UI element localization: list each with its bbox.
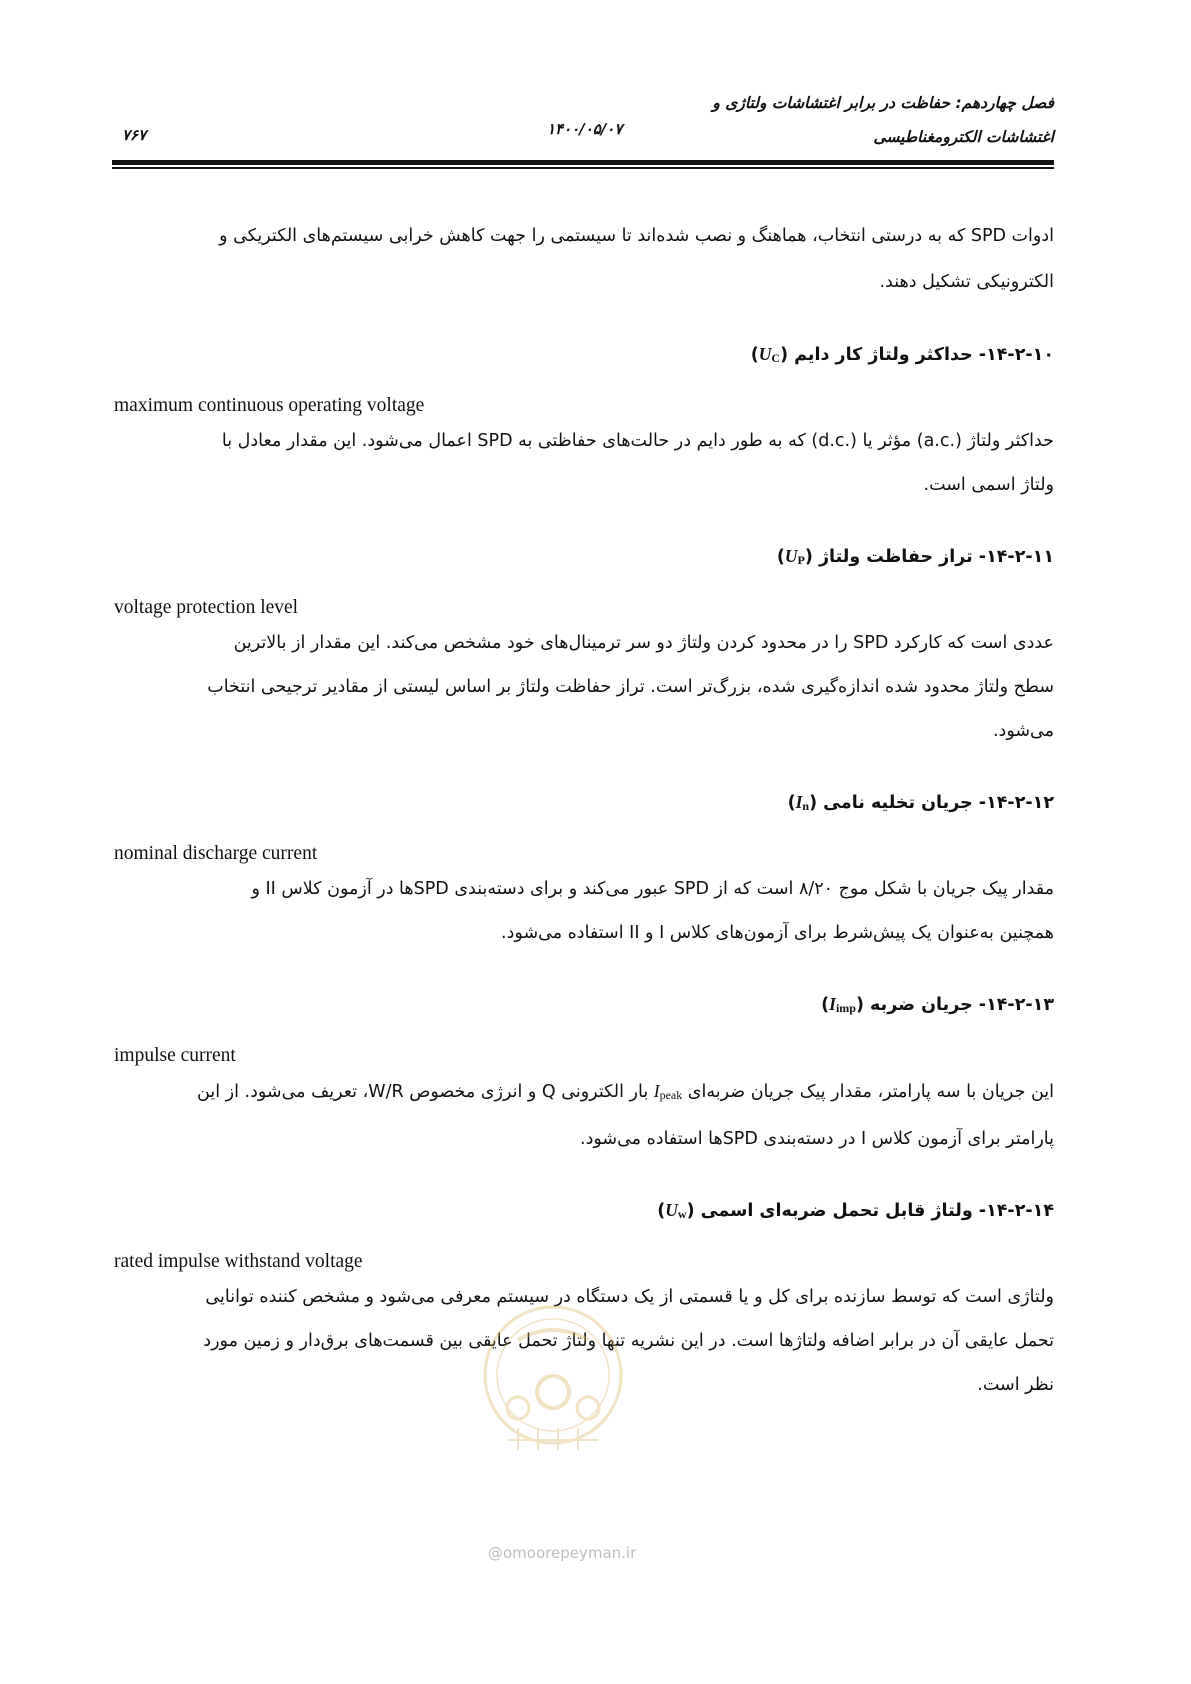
section-body [114,867,1054,955]
section-number: ۱۴-۲-۱۰- [978,345,1054,365]
section-symbol: U [784,546,798,566]
inline-subscript: peak [659,1088,683,1102]
section-title: ولتاژ قابل تحمل ضربه‌ای اسمی [700,1201,973,1221]
section-title: تراز حفاظت ولتاژ [818,547,973,567]
section-subscript: P [797,553,805,567]
inline-symbol: I [653,1081,660,1101]
chapter-title-line2: اغتشاشات الکترومغناطیسی [873,128,1054,146]
section-title: جریان ضربه [870,995,973,1015]
body-line [197,1082,1054,1102]
page-number: ۷۶۷ [122,126,147,144]
intro-line: الکترونیکی تشکیل دهند. [879,272,1054,292]
section-13 [114,989,1054,1161]
chapter-title-line1: فصل چهاردهم: حفاظت در برابر اغتشاشات ولتاژی و [712,94,1054,112]
body-line: ولتاژی است که توسط سازنده برای کل و یا قسمتی از یک دستگاه در سیستم معرفی می‌شود و مشخص کننده توانایی [205,1287,1054,1307]
section-title: حداکثر ولتاژ کار دایم [794,345,973,365]
section-subscript: n [802,799,810,813]
page-content [114,213,1054,1407]
intro-line: ادوات SPD که به درستی انتخاب، هماهنگ و نصب شده‌اند تا سیستمی را جهت کاهش خرابی سیستم‌های الکتریکی و [219,226,1054,246]
section-symbol: U [758,344,772,364]
body-line: مقدار پیک جریان با شکل موج ۸/۲۰ است که از SPD عبور می‌کند و برای دسته‌بندی SPDها در آزمون کلاس II و [251,879,1054,899]
body-line: حداکثر ولتاژ (.a.c) مؤثر یا (.d.c) که به طور دایم در حالت‌های حفاظتی به SPD اعمال می‌شود. این مقدار معادل با [221,431,1054,451]
body-line: می‌شود. [992,721,1054,741]
body-line: نظر است. [977,1375,1054,1395]
section-symbol: I [795,792,803,812]
english-term: impulse current [114,1045,236,1066]
section-subscript: C [771,351,781,365]
section-subscript: imp [835,1001,856,1015]
intro-paragraph [114,213,1054,305]
section-number: ۱۴-۲-۱۱- [978,547,1054,567]
section-body [114,621,1054,753]
section-title: جریان تخلیه نامی [823,793,973,813]
page-header [112,80,1054,170]
section-heading: ۱۴-۲-۱۰- حداکثر ولتاژ کار دایم (UC) [750,344,1054,365]
chapter-title [712,86,1054,154]
section-subscript: w [677,1207,687,1221]
body-text: بار الکترونی Q و انرژی مخصوص W/R، تعریف می‌شود. از این [197,1082,654,1102]
english-term: maximum continuous operating voltage [114,395,425,416]
header-date: ۱۴۰۰/۰۵/۰۷ [547,120,623,138]
body-line: همچنین به‌عنوان یک پیش‌شرط برای آزمون‌های کلاس I و II استفاده می‌شود. [501,923,1054,943]
header-rule-thin [112,167,1054,169]
section-10 [114,339,1054,507]
section-heading: ۱۴-۲-۱۴- ولتاژ قابل تحمل ضربه‌ای اسمی (Uw) [657,1200,1054,1221]
section-body [114,1069,1054,1161]
english-term: voltage protection level [114,597,299,618]
body-text: این جریان با سه پارامتر، مقدار پیک جریان ضربه‌ای [682,1082,1054,1102]
english-term: nominal discharge current [114,843,318,864]
section-number: ۱۴-۲-۱۴- [978,1201,1054,1221]
section-symbol: I [829,994,836,1014]
section-heading: ۱۴-۲-۱۱- تراز حفاظت ولتاژ (UP) [776,546,1054,567]
body-line: عددی است که کارکرد SPD را در محدود کردن ولتاژ دو سر ترمینال‌های خود مشخص می‌کند. این مقدار از بالاترین [233,633,1054,653]
body-line: تحمل عایقی آن در برابر اضافه ولتاژها است. در این نشریه تنها ولتاژ تحمل عایقی بین قسمت‌های برق‌دار و زمین مورد [203,1331,1054,1351]
watermark-site-text: omoorepeyman.ir [503,1544,637,1562]
section-heading: ۱۴-۲-۱۳- جریان ضربه (Iimp) [821,994,1054,1015]
watermark-logo-icon [478,1300,628,1470]
section-number: ۱۴-۲-۱۳- [978,995,1054,1015]
section-heading: ۱۴-۲-۱۲- جریان تخلیه نامی (In) [787,792,1054,813]
section-symbol: U [665,1200,678,1220]
header-rule-thick [112,160,1054,165]
body-line: ولتاژ اسمی است. [923,475,1054,495]
body-line: پارامتر برای آزمون کلاس I در دسته‌بندی SPDها استفاده می‌شود. [580,1129,1054,1149]
body-line: سطح ولتاژ محدود شده اندازه‌گیری شده، بزرگ‌تر است. تراز حفاظت ولتاژ بر اساس لیستی از مقادیر ترجیحی انتخاب [207,677,1054,697]
section-12 [114,787,1054,955]
section-number: ۱۴-۲-۱۲- [978,793,1054,813]
section-11 [114,541,1054,753]
english-term: rated impulse withstand voltage [114,1251,363,1272]
section-body [114,419,1054,507]
watermark-site: @omoorepeyman.ir [488,1544,637,1562]
